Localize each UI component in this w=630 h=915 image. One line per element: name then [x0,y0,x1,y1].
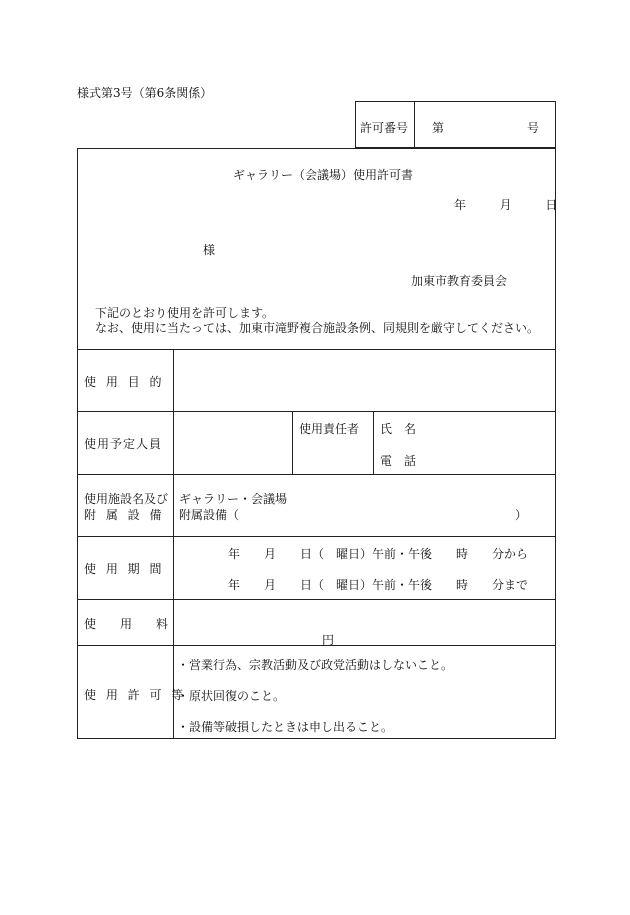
planned-users-label: 使用予定人員 [84,437,163,451]
permit-statement: 下記のとおり使用を許可します。 [95,306,275,320]
permit-number-prefix: 第 [432,121,445,135]
purpose-label: 使 用 目 的 [84,375,165,389]
row-divider [78,536,555,537]
date-day-label: 日 [545,198,558,212]
permit-number-label: 許可番号 [360,121,409,135]
row-divider [78,349,555,350]
permit-form [77,148,556,739]
form-number-label: 様式第3号（第6条関係） [77,86,213,100]
fee-unit: 円 [322,633,335,647]
permit-number-suffix: 号 [527,121,540,135]
document-title: ギャラリー（会議場）使用許可書 [233,168,414,182]
cell-divider [292,411,293,474]
name-label: 氏 名 [380,422,417,436]
equipment-label: 附 属 設 備 [84,508,165,522]
fee-label: 使 用 料 [84,617,169,631]
condition-item: ・原状回復のこと。 [177,689,286,703]
responsible-person-label: 使用責任者 [299,422,360,436]
equipment-close: ） [515,508,528,522]
facility-label: 使用施設名及び [84,492,169,506]
cell-divider [373,411,374,474]
period-label: 使 用 期 間 [84,562,165,576]
condition-item: ・設備等破損したときは申し出ること。 [177,720,394,734]
row-divider [78,645,555,646]
period-from: 年 月 日（ 曜日）午前・午後 時 分から [228,547,529,561]
phone-label: 電 話 [380,454,417,468]
issuer-name: 加東市教育委員会 [411,274,508,288]
row-divider [78,599,555,600]
addressee-suffix: 様 [203,243,216,257]
row-divider [78,411,555,412]
row-divider [78,474,555,475]
date-year-label: 年 [454,198,467,212]
equipment-open: 附属設備（ [179,508,240,522]
date-month-label: 月 [499,198,512,212]
permit-divider [414,102,415,147]
issue-date [454,196,557,213]
compliance-notice: なお、使用に当たっては、加東市滝野複合施設条例、同規則を厳守してください。 [95,321,540,335]
label-column-divider [173,349,174,738]
permit-number-box [355,101,556,148]
condition-item: ・営業行為、宗教活動及び政党活動はしないこと。 [177,658,454,672]
conditions-label: 使 用 許 可 等 [84,688,187,702]
facility-name: ギャラリー・会議場 [179,492,288,506]
period-to: 年 月 日（ 曜日）午前・午後 時 分まで [228,578,529,592]
